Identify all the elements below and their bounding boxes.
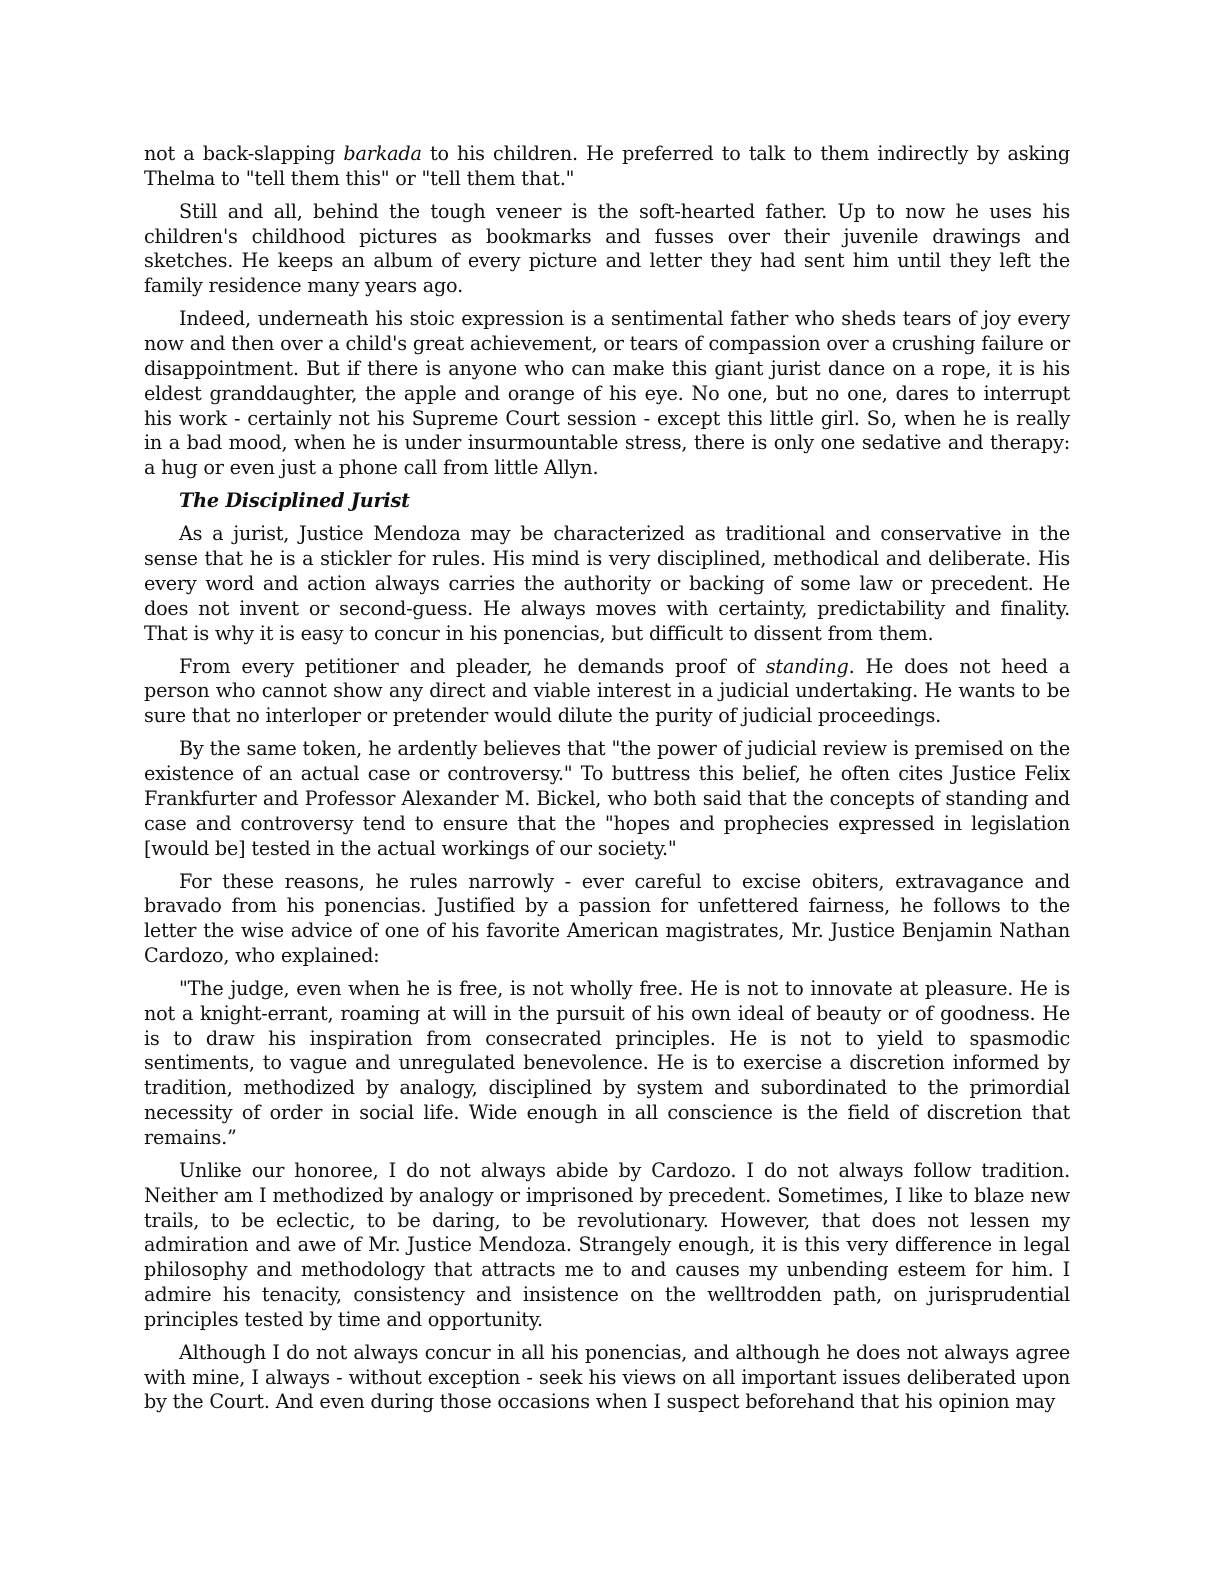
paragraph-soft-hearted-father: Still and all, behind the tough veneer is the soft-hearted father. Up to now he uses his children's childhood pictures as bookmarks and fusses over their juvenile drawings and sketches. He keeps an album of every picture and letter they had sent him until they left the family residence many years ago. (144, 199, 1070, 298)
paragraph-rules-narrowly: For these reasons, he rules narrowly - ever careful to excise obiters, extravagance and bravado from his ponencias. Justified by a passion for unfettered fairness, he follows to the letter the wise advice of one of his favorite American magistrates, Mr. Justice Benjamin Nathan Cardozo, who explained: (144, 869, 1070, 967)
paragraph-unlike-honoree: Unlike our honoree, I do not always abide by Cardozo. I do not always follow tradition. Neither am I methodized by analogy or imprisoned by precedent. Sometimes, I like to blaze new trails, to be eclectic, to be daring, to be revolutionary. However, that does not lessen my admiration and awe of Mr. Justice Mendoza. Strangely enough, it is this very difference in legal philosophy and methodology that attracts me to and causes my unbending esteem for him. I admire his tenacity, consistency and insistence on the welltrodden path, on jurisprudential principles tested by time and opportunity. (144, 1158, 1070, 1331)
section-heading: The Disciplined Jurist (179, 489, 410, 513)
paragraph-text: not a back-slapping (144, 142, 344, 165)
paragraph-text: From every petitioner and pleader, he demands proof of (179, 654, 766, 678)
paragraph-cardozo-quote: "The judge, even when he is free, is not wholly free. He is not to innovate at pleasure. He is not a knight-errant, roaming at will in the pursuit of his own ideal of beauty or of goodness. He is to draw his inspiration from consecrated principles. He is not to yield to spasmodic sentiments, to vague and unregulated benevolence. He is to exercise a discretion informed by tradition, methodized by analogy, disciplined by system and subordinated to the primordial necessity of order in social life. Wide enough in all conscience is the field of discretion that remains.” (144, 977, 1070, 1149)
italic-term: standing (765, 654, 849, 678)
document-page (144, 142, 1070, 1424)
paragraph-sentimental-father: Indeed, underneath his stoic expression is a sentimental father who sheds tears of joy every now and then over a child's great achievement, or tears of compassion over a crushing failure or disappointment. But if there is anyone who can make this giant jurist dance on a rope, it is his eldest granddaughter, the apple and orange of his eye. No one, but no one, dares to interrupt his work - certainly not his Supreme Court session - except this little girl. So, when he is really in a bad mood, when he is under insurmountable stress, there is only one sedative and therapy: a hug or even just a phone call from little Allyn. (144, 307, 1070, 480)
paragraph-text: to his children. He preferred to talk to them indirectly by asking Thelma to "tell them this" or "tell them that." (144, 142, 1070, 190)
paragraph-barkada (144, 142, 1070, 192)
paragraph-jurist-traditional: As a jurist, Justice Mendoza may be characterized as traditional and conservative in the sense that he is a stickler for rules. His mind is very disciplined, methodical and deliberate. His every word and action always carries the authority or backing of some law or precedent. He does not invent or second-guess. He always moves with certainty, predictability and finality. That is why it is easy to concur in his ponencias, but difficult to dissent from them. (144, 522, 1070, 645)
italic-term: barkada (343, 142, 422, 165)
paragraph-text: . He does not heed a person who cannot show any direct and viable interest in a judicial undertaking. He wants to be sure that no interloper or pretender would dilute the purity of judicial proceedings. (144, 654, 1070, 728)
paragraph-standing (144, 655, 1070, 729)
paragraph-judicial-review: By the same token, he ardently believes that "the power of judicial review is premised on the existence of an actual case or controversy." To buttress this belief, he often cites Justice Felix Frankfurter and Professor Alexander M. Bickel, who both said that the concepts of standing and case and controversy tend to ensure that the "hopes and prophecies expressed in legislation [would be] tested in the actual workings of our society." (144, 737, 1070, 860)
paragraph-concur-ponencias: Although I do not always concur in all his ponencias, and although he does not always agree with mine, I always - without exception - seek his views on all important issues deliberated upon by the Court. And even during those occasions when I suspect beforehand that his opinion may (144, 1340, 1070, 1414)
